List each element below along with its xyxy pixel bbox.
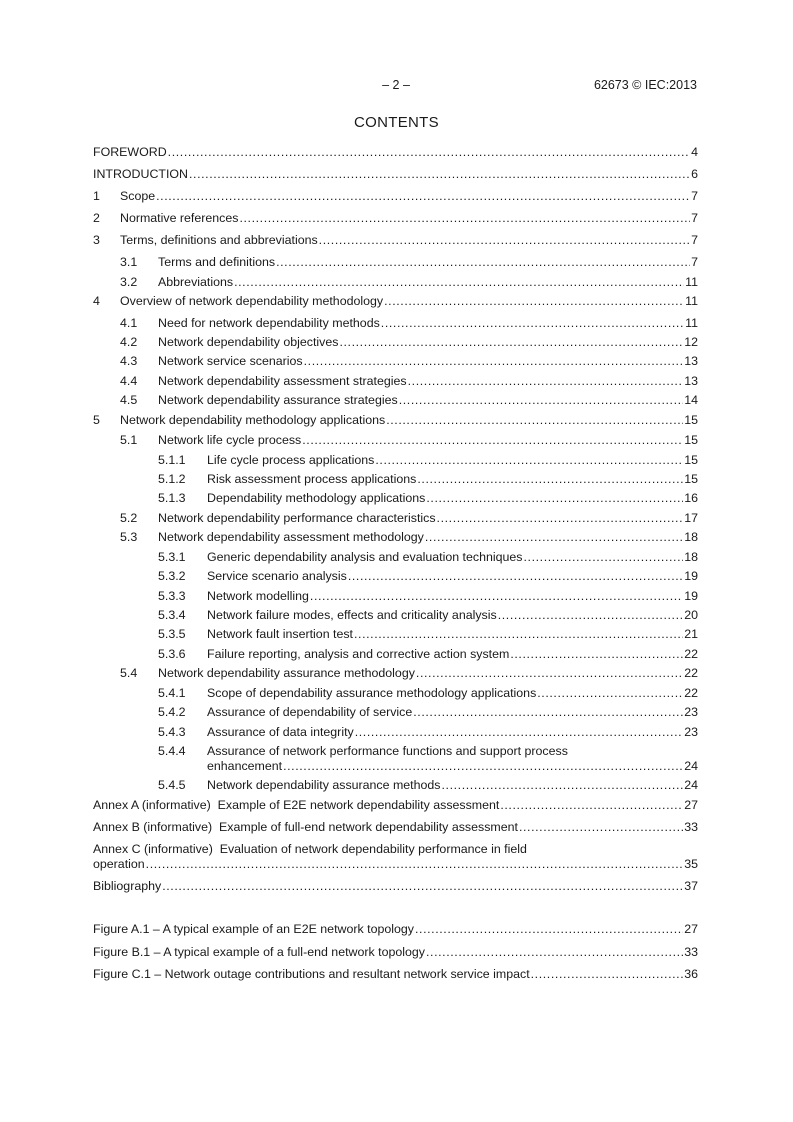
toc-entry-page: 27 <box>684 798 698 812</box>
toc-entry-page: 35 <box>684 857 698 871</box>
toc-entry-page: 11 <box>685 316 698 330</box>
toc-entry-number: 1 <box>93 189 100 203</box>
leader-dots <box>348 569 683 584</box>
toc-entry-number: 5.3.6 <box>158 647 186 661</box>
toc-entry-page: 33 <box>684 820 698 834</box>
toc-entry-5-4[interactable] <box>93 666 698 681</box>
toc-entry-label: Assurance of data integrity <box>207 725 354 739</box>
toc-entry-number: 5.3.3 <box>158 589 186 603</box>
toc-entry-page: 21 <box>684 627 698 641</box>
leader-dots <box>413 705 683 720</box>
toc-entry-page: 22 <box>684 686 698 700</box>
toc-entry-5-4-2[interactable] <box>93 705 698 720</box>
leader-dots <box>283 759 683 774</box>
toc-entry-label: Annex C (informative) Evaluation of network dependability performance in field <box>93 842 527 856</box>
toc-entry-label: Network service scenarios <box>158 354 303 368</box>
toc-entry-4-5[interactable] <box>93 393 698 408</box>
toc-entry-4-4[interactable] <box>93 374 698 389</box>
toc-entry-label: INTRODUCTION <box>93 167 188 181</box>
toc-entry-3[interactable] <box>93 233 698 248</box>
toc-entry-label: Generic dependability analysis and evaluation techniques <box>207 550 523 564</box>
toc-entry-5-4-5[interactable] <box>93 778 698 793</box>
toc-entry-number: 5.4.2 <box>158 705 186 719</box>
toc-entry-number: 5.4.3 <box>158 725 186 739</box>
toc-entry-label: Annex A (informative) Example of E2E network dependability assessment <box>93 798 500 812</box>
toc-entry-5-3[interactable] <box>93 530 698 545</box>
toc-entry-label: Scope <box>120 189 156 203</box>
toc-entry-introduction[interactable] <box>93 167 698 182</box>
toc-entry-page: 15 <box>684 472 698 486</box>
toc-entry-page: 18 <box>684 530 698 544</box>
toc-entry-4[interactable] <box>93 294 698 309</box>
leader-dots <box>408 374 684 389</box>
toc-entry-label: Life cycle process applications <box>207 453 375 467</box>
toc-entry-number: 3.1 <box>120 255 138 269</box>
toc-entry-annex-a[interactable] <box>93 798 698 813</box>
toc-entry-number: 5.4 <box>120 666 138 680</box>
toc-entry-number: 5.1.1 <box>158 453 186 467</box>
toc-entry-page: 24 <box>684 759 698 773</box>
toc-entry-page: 14 <box>684 393 698 407</box>
toc-entry-continuation <box>93 857 698 872</box>
toc-entry-5-3-6[interactable] <box>93 647 698 662</box>
toc-entry-label: Terms, definitions and abbreviations <box>120 233 318 247</box>
figure-entry-page: 33 <box>684 945 698 959</box>
toc-entry-label: Network modelling <box>207 589 309 603</box>
figure-entry-page: 36 <box>684 967 698 981</box>
toc-entry-number: 5.3 <box>120 530 138 544</box>
leader-dots <box>500 798 683 813</box>
toc-entry-number: 4 <box>93 294 100 308</box>
leader-dots <box>354 627 683 642</box>
toc-entry-label: Network dependability methodology applications <box>120 413 386 427</box>
leader-dots <box>417 472 683 487</box>
toc-entry-label: FOREWORD <box>93 145 167 159</box>
toc-entry-label: Service scenario analysis <box>207 569 347 583</box>
toc-entry-label: Network dependability assessment strategies <box>158 374 407 388</box>
toc-entry-number: 4.3 <box>120 354 138 368</box>
toc-entry-page: 20 <box>684 608 698 622</box>
toc-entry-bibliography[interactable] <box>93 879 698 894</box>
toc-entry-3-2[interactable] <box>93 275 698 290</box>
leader-dots <box>189 167 690 182</box>
leader-dots <box>498 608 684 623</box>
toc-entry-4-2[interactable] <box>93 335 698 350</box>
leader-dots <box>442 778 684 793</box>
leader-dots <box>355 725 683 740</box>
toc-entry-5-2[interactable] <box>93 511 698 526</box>
figure-entry-a1[interactable] <box>93 922 698 937</box>
leader-dots <box>519 820 683 835</box>
toc-entry-4-1[interactable] <box>93 316 698 331</box>
toc-entry-label: Risk assessment process applications <box>207 472 417 486</box>
toc-entry-annex-b[interactable] <box>93 820 698 835</box>
leader-dots <box>276 255 690 270</box>
toc-entry-number: 2 <box>93 211 100 225</box>
toc-entry-5-1[interactable] <box>93 433 698 448</box>
toc-entry-1[interactable] <box>93 189 698 204</box>
toc-entry-2[interactable] <box>93 211 698 226</box>
toc-entry-page: 22 <box>684 647 698 661</box>
toc-entry-page: 12 <box>684 335 698 349</box>
toc-entry-label: Failure reporting, analysis and corrective action system <box>207 647 510 661</box>
leader-dots <box>381 316 684 331</box>
toc-entry-page: 15 <box>684 433 698 447</box>
toc-entry-label: Network life cycle process <box>158 433 302 447</box>
toc-entry-number: 5 <box>93 413 100 427</box>
toc-entry-number: 5.1 <box>120 433 138 447</box>
leader-dots <box>437 511 684 526</box>
toc-entry-number: 3 <box>93 233 100 247</box>
toc-entry-3-1[interactable] <box>93 255 698 270</box>
leader-dots <box>523 550 683 565</box>
toc-entry-page: 15 <box>684 413 698 427</box>
leader-dots <box>426 491 683 506</box>
toc-entry-label: Overview of network dependability methodology <box>120 294 384 308</box>
toc-entry-page: 15 <box>684 453 698 467</box>
toc-entry-label-continuation: operation <box>93 857 145 871</box>
toc-entry-page: 37 <box>684 879 698 893</box>
toc-entry-label: Assurance of network performance functions and support process <box>207 744 568 758</box>
toc-entry-label: Network failure modes, effects and criticality analysis <box>207 608 497 622</box>
leader-dots <box>239 211 690 226</box>
leader-dots <box>399 393 684 408</box>
standard-reference: 62673 © IEC:2013 <box>593 78 697 92</box>
toc-entry-page: 7 <box>691 211 698 225</box>
toc-entry-page: 7 <box>691 233 698 247</box>
leader-dots <box>531 967 684 982</box>
toc-entry-page: 24 <box>684 778 698 792</box>
toc-entry-5-3-5[interactable] <box>93 627 698 642</box>
leader-dots <box>304 354 684 369</box>
toc-entry-5-3-1[interactable] <box>93 550 698 565</box>
leader-dots <box>310 589 683 604</box>
toc-entry-number: 4.1 <box>120 316 138 330</box>
toc-entry-5[interactable] <box>93 413 698 428</box>
leader-dots <box>168 145 690 160</box>
page-number: – 2 – <box>382 78 410 92</box>
figure-entry-page: 27 <box>684 922 698 936</box>
toc-entry-label: Annex B (informative) Example of full-end network dependability assessment <box>93 820 518 834</box>
toc-entry-5-1-3[interactable] <box>93 491 698 506</box>
toc-entry-page: 23 <box>684 705 698 719</box>
toc-entry-page: 6 <box>691 167 698 181</box>
toc-entry-page: 11 <box>685 294 698 308</box>
toc-entry-page: 4 <box>691 145 698 159</box>
leader-dots <box>386 413 683 428</box>
leader-dots <box>162 879 683 894</box>
toc-entry-5-1-2[interactable] <box>93 472 698 487</box>
toc-entry-number: 5.3.4 <box>158 608 186 622</box>
figure-entry-c1[interactable] <box>93 967 698 982</box>
toc-entry-page: 11 <box>685 275 698 289</box>
toc-entry-label: Network dependability assurance methodology <box>158 666 415 680</box>
toc-entry-number: 3.2 <box>120 275 138 289</box>
figure-entry-label: Figure A.1 – A typical example of an E2E network topology <box>93 922 414 936</box>
toc-entry-5-3-3[interactable] <box>93 589 698 604</box>
figure-entry-b1[interactable] <box>93 945 698 960</box>
toc-entry-number: 5.4.5 <box>158 778 186 792</box>
toc-entry-page: 19 <box>684 569 698 583</box>
toc-entry-5-4-1[interactable] <box>93 686 698 701</box>
toc-entry-label: Network fault insertion test <box>207 627 353 641</box>
leader-dots <box>415 922 683 937</box>
toc-entry-label: Scope of dependability assurance methodology applications <box>207 686 537 700</box>
leader-dots <box>319 233 690 248</box>
leader-dots <box>234 275 684 290</box>
leader-dots <box>146 857 684 872</box>
toc-entry-page: 17 <box>684 511 698 525</box>
toc-entry-5-1-1[interactable] <box>93 453 698 468</box>
toc-entry-label: Network dependability assurance methods <box>207 778 441 792</box>
toc-entry-first-line <box>93 744 698 759</box>
toc-entry-label: Assurance of dependability of service <box>207 705 413 719</box>
toc-entry-5-3-2[interactable] <box>93 569 698 584</box>
toc-entry-label: Normative references <box>120 211 239 225</box>
toc-entry-4-3[interactable] <box>93 354 698 369</box>
toc-entry-number: 5.4.1 <box>158 686 186 700</box>
leader-dots <box>510 647 683 662</box>
toc-entry-label: Need for network dependability methods <box>158 316 380 330</box>
toc-entry-foreword[interactable] <box>93 145 698 160</box>
page-title: CONTENTS <box>354 114 439 131</box>
leader-dots <box>384 294 684 309</box>
toc-entry-number: 5.1.3 <box>158 491 186 505</box>
leader-dots <box>375 453 683 468</box>
toc-entry-page: 13 <box>684 354 698 368</box>
toc-entry-label-continuation: enhancement <box>207 759 283 773</box>
toc-entry-page: 22 <box>684 666 698 680</box>
toc-entry-number: 5.4.4 <box>158 744 186 758</box>
toc-entry-label: Network dependability assurance strategies <box>158 393 398 407</box>
leader-dots <box>537 686 683 701</box>
toc-entry-page: 23 <box>684 725 698 739</box>
figure-entry-label: Figure C.1 – Network outage contributions and resultant network service impact <box>93 967 530 981</box>
toc-entry-number: 5.3.2 <box>158 569 186 583</box>
toc-entry-number: 5.3.5 <box>158 627 186 641</box>
toc-entry-label: Bibliography <box>93 879 162 893</box>
toc-entry-label: Network dependability assessment methodology <box>158 530 424 544</box>
toc-entry-page: 19 <box>684 589 698 603</box>
leader-dots <box>156 189 690 204</box>
toc-entry-label: Terms and definitions <box>158 255 276 269</box>
leader-dots <box>416 666 683 681</box>
leader-dots <box>426 945 683 960</box>
toc-entry-5-4-3[interactable] <box>93 725 698 740</box>
toc-entry-label: Dependability methodology applications <box>207 491 426 505</box>
toc-entry-label: Abbreviations <box>158 275 234 289</box>
leader-dots <box>339 335 683 350</box>
toc-entry-number: 4.2 <box>120 335 138 349</box>
toc-entry-page: 7 <box>691 255 698 269</box>
toc-entry-first-line <box>93 842 698 857</box>
toc-entry-number: 5.3.1 <box>158 550 186 564</box>
toc-entry-label: Network dependability objectives <box>158 335 339 349</box>
toc-entry-page: 7 <box>691 189 698 203</box>
toc-entry-number: 4.5 <box>120 393 138 407</box>
toc-entry-page: 16 <box>684 491 698 505</box>
leader-dots <box>425 530 683 545</box>
toc-entry-continuation <box>93 759 698 774</box>
toc-entry-label: Network dependability performance characteristics <box>158 511 436 525</box>
toc-entry-5-3-4[interactable] <box>93 608 698 623</box>
figure-entry-label: Figure B.1 – A typical example of a full-end network topology <box>93 945 425 959</box>
toc-entry-number: 5.2 <box>120 511 138 525</box>
toc-entry-number: 5.1.2 <box>158 472 186 486</box>
toc-entry-page: 18 <box>684 550 698 564</box>
toc-entry-number: 4.4 <box>120 374 138 388</box>
leader-dots <box>302 433 683 448</box>
toc-entry-page: 13 <box>684 374 698 388</box>
